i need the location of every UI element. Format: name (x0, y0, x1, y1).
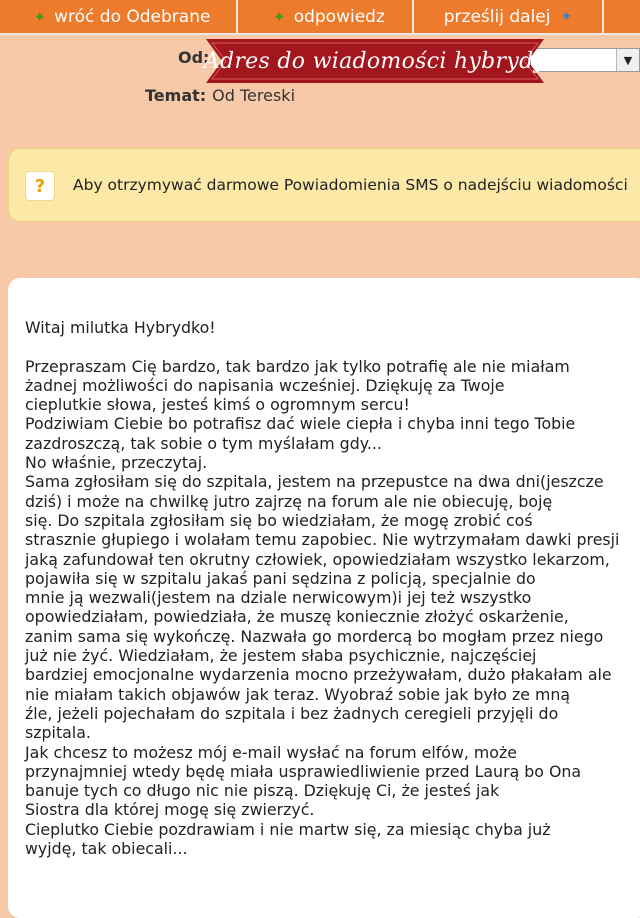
leaf-icon: ✦ (33, 7, 47, 26)
from-banner (203, 35, 547, 87)
leaf-icon: ✦ (273, 7, 286, 26)
subject-row (145, 86, 295, 105)
reply-button[interactable] (238, 0, 414, 33)
leaf-icon: ✦ (560, 8, 573, 25)
subject-value: Od Tereski (212, 86, 296, 105)
toolbar-spacer (604, 0, 640, 33)
message-toolbar (0, 0, 640, 35)
chevron-down-icon[interactable]: ▼ (616, 49, 639, 71)
back-to-inbox-button[interactable] (0, 0, 238, 33)
forward-button[interactable] (414, 0, 604, 33)
forward-label: prześlij dalej (443, 6, 551, 27)
subject-label: Temat: (145, 86, 207, 105)
message-text (25, 318, 635, 858)
sms-info-text: Aby otrzymywać darmowe Powiadomienia SMS o nadejściu wiadomości (73, 176, 628, 194)
from-select[interactable] (530, 48, 640, 72)
back-label: wróć do Odebrane (54, 6, 211, 27)
from-label: Od: (178, 48, 210, 67)
message-body (8, 278, 640, 918)
message-content: Przepraszam Cię bardzo, tak bardzo jak tylko potrafię ale nie miałam żadnej możliwości do napisania wcześniej. Dziękuję za Twoje cieplutkie słowa, jesteś kimś o ogromnym sercu! Podziwiam Ciebie bo potrafisz dać wiele ciepła i chyba inni tego Tobie zazdroszczą, tak sobie o tym myślałam gdy... No właśnie, przeczytaj. Sama zgłosiłam się do szpitala, jestem na przepustce na dwa dni(jeszcze dziś) i może na chwilkę jutro zajrzę na forum ale nie obiecuję, boję się. Do szpitala zgłosiłam się bo wiedziałam, że mogę zrobić coś strasznie głupiego i wolałam temu zapobiec. Nie wytrzymałam dawki presji jaką zafundował ten okrutny człowiek, opowiedziałam wszystko lekarzom, pojawiła się w szpitalu jakaś pani sędzina z policją, specjalnie do mnie ją wezwali(jestem na dziale nerwicowym)i jej też wszystko opowiedziałam, powiedziała, że muszę koniecznie złożyć oskarżenie, zanim sama się wykończę. Nazwała go mordercą bo mogłam przez niego już nie żyć. Wiedziałam, że jestem słaba psychicznie, najczęściej bardziej emocjonalne wydarzenia mocno przeżywałam, dużo płakałam ale nie miałam takich objawów jak teraz. Wyobraź sobie jak było ze mną źle, jeżeli pojechałam do szpitala i bez żadnych ceregieli przyjęli do szpitala. Jak chcesz to możesz mój e-mail wysłać na forum elfów, może przynajmniej wtedy będę miała usprawiedliwienie przed Laurą bo Ona banuje tych co długo nic nie piszą. Dziękuję Ci, że jesteś jak Siostra dla której mogę się zwierzyć. Cieplutko Ciebie pozdrawiam i nie martw się, za miesiąc chyba już wyjdę, tak obiecali... (25, 356, 620, 859)
reply-label: odpowiedz (293, 6, 385, 27)
from-value: Adres do wiadomości hybrydy (203, 48, 547, 74)
question-icon: ? (25, 171, 55, 201)
message-greeting: Witaj milutka Hybrydko! (25, 318, 216, 337)
sms-info-box (8, 148, 640, 222)
